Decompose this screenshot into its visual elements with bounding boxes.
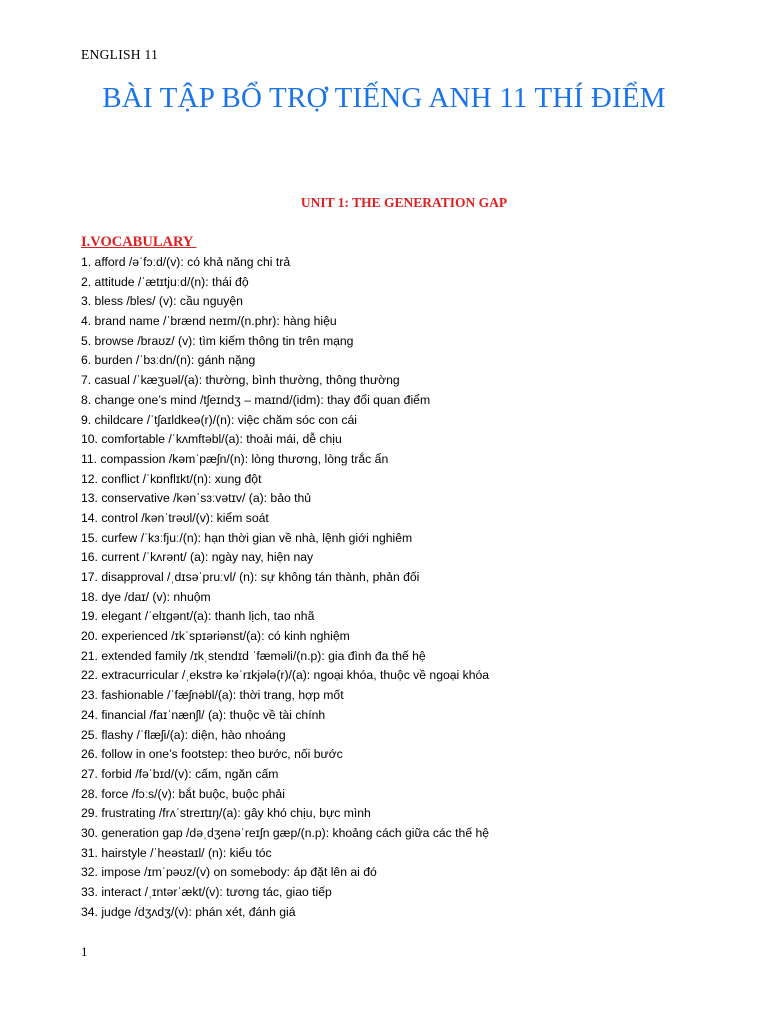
section-heading-vocabulary: I.VOCABULARY	[81, 234, 197, 250]
vocabulary-item: 18. dye /daɪ/ (v): nhuộm	[81, 589, 211, 604]
vocabulary-item: 24. financial /faɪˈnænʃl/ (a): thuộc về tài chính	[81, 707, 326, 722]
vocabulary-item: 3. bless /bles/ (v): cầu nguyện	[81, 294, 243, 309]
vocabulary-item: 32. impose /ɪmˈpəʊz/(v) on somebody: áp đặt lên ai đó	[81, 865, 377, 880]
vocabulary-item: 26. follow in one’s footstep: theo bước, nối bước	[81, 747, 343, 762]
vocabulary-item: 30. generation gap /dəˌdʒenəˈreɪʃn gæp/(n.p): khoảng cách giữa các thế hệ	[81, 825, 490, 840]
page-number: 1	[81, 944, 88, 959]
vocabulary-item: 21. extended family /ɪkˌstendɪd ˈfæməli/(n.p): gia đình đa thế hệ	[81, 648, 426, 663]
vocabulary-item: 1. afford /əˈfɔːd/(v): có khả năng chi trả	[81, 255, 291, 269]
vocabulary-item: 33. interact /ˌɪntərˈækt/(v): tương tác, giao tiếp	[81, 885, 332, 899]
vocabulary-item: 6. burden /ˈbɜːdn/(n): gánh nặng	[81, 353, 256, 368]
vocabulary-item: 11. compassion /kəmˈpæʃn/(n): lòng thương, lòng trắc ẩn	[81, 451, 389, 466]
vocabulary-item: 15. curfew /ˈkɜːfjuː/(n): hạn thời gian về nhà, lệnh giới nghiêm	[81, 530, 413, 545]
vocabulary-item: 9. childcare /ˈtʃaɪldkeə(r)/(n): việc chăm sóc con cái	[81, 412, 357, 427]
unit-title: UNIT 1: THE GENERATION GAP	[300, 195, 508, 210]
vocabulary-item: 23. fashionable /ˈfæʃnəbl/(a): thời trang, hợp mốt	[81, 688, 344, 703]
vocabulary-item: 5. browse /braʊz/ (v): tìm kiếm thông tin trên mạng	[81, 333, 354, 348]
vocabulary-item: 29. frustrating /frʌˈstreɪtɪŋ/(a): gây khó chịu, bực mình	[81, 806, 371, 821]
vocabulary-item: 16. current /ˈkʌrənt/ (a): ngày nay, hiện nay	[81, 550, 314, 565]
vocabulary-item: 27. forbid /fəˈbɪd/(v): cấm, ngăn cấm	[81, 766, 279, 781]
vocabulary-item: 25. flashy /ˈflæʃi/(a): diện, hào nhoáng	[81, 727, 286, 742]
vocabulary-item: 31. hairstyle /ˈheəstaɪl/ (n): kiểu tóc	[81, 845, 272, 860]
vocabulary-item: 17. disapproval /ˌdɪsəˈpruːvl/ (n): sự không tán thành, phản đối	[81, 570, 420, 584]
vocabulary-item: 20. experienced /ɪkˈspɪəriənst/(a): có kinh nghiệm	[81, 629, 350, 644]
vocabulary-item: 19. elegant /ˈelɪgənt/(a): thanh lịch, tao nhã	[81, 609, 315, 624]
vocabulary-list	[81, 253, 489, 922]
vocabulary-item: 4. brand name /ˈbrænd neɪm/(n.phr): hàng hiệu	[81, 314, 337, 329]
vocabulary-item: 10. comfortable /ˈkʌmftəbl/(a): thoải mái, dễ chịu	[81, 432, 342, 447]
vocabulary-item: 7. casual /ˈkæʒuəl/(a): thường, bình thường, thông thường	[81, 373, 400, 388]
vocabulary-item: 14. control /kənˈtrəʊl/(v): kiểm soát	[81, 510, 269, 525]
vocabulary-item: 34. judge /dʒʌdʒ/(v): phán xét, đánh giá	[81, 904, 296, 919]
document-title: BÀI TẬP BỔ TRỢ TIẾNG ANH 11 THÍ ĐIỂM	[102, 82, 666, 114]
vocabulary-item: 12. conflict /ˈkɒnflɪkt/(n): xung đột	[81, 471, 262, 486]
vocabulary-item: 22. extracurricular /ˌekstrə kəˈrɪkjələ(r)/(a): ngoại khóa, thuộc về ngoại khóa	[81, 668, 490, 683]
vocabulary-item: 8. change one’s mind /tʃeɪndʒ – maɪnd/(idm): thay đổi quan điểm	[81, 392, 431, 407]
vocabulary-item: 2. attitude /ˈætɪtjuːd/(n): thái độ	[81, 274, 249, 289]
running-header: ENGLISH 11	[81, 47, 159, 62]
vocabulary-item: 13. conservative /kənˈsɜːvətɪv/ (a): bảo thủ	[81, 491, 312, 506]
vocabulary-item: 28. force /fɔːs/(v): bắt buộc, buộc phải	[81, 786, 285, 801]
